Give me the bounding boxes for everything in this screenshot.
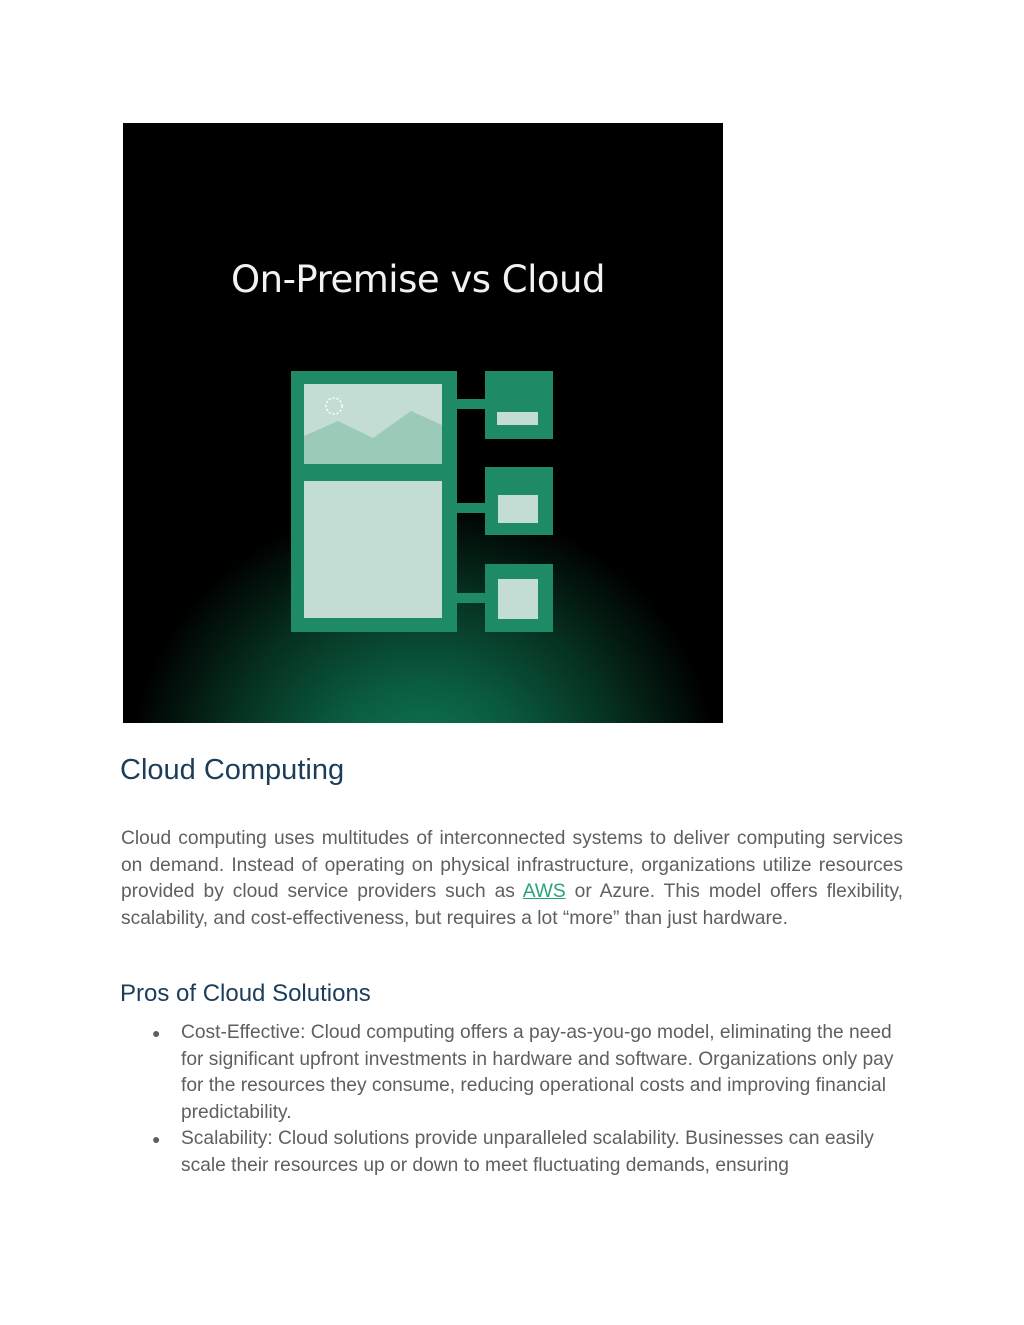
intro-paragraph: [121, 826, 903, 932]
dashboard-layout-icon: [123, 123, 723, 723]
aws-link[interactable]: AWS: [522, 881, 566, 902]
page-title: Cloud Computing: [120, 754, 345, 786]
bullet-icon: ●: [152, 1025, 161, 1041]
hero-title: On-Premise vs Cloud: [231, 258, 605, 301]
section-title-pros: Pros of Cloud Solutions: [120, 980, 371, 1007]
pros-list: [150, 1020, 910, 1179]
intro-text-before-link: Cloud computing uses multitudes of interconnected systems to deliver computing services on demand. Instead of operating on physical infrastructure, organizations utilize resources provided by cloud service providers such as: [121, 828, 903, 902]
list-item: [150, 1020, 910, 1126]
list-item-text: Scalability: Cloud solutions provide unparalleled scalability. Businesses can easily scale their resources up or down to meet fluctuating demands, ensuring: [181, 1128, 874, 1176]
list-item-text: Cost-Effective: Cloud computing offers a pay-as-you-go model, eliminating the need for significant upfront investments in hardware and software. Organizations only pay for the resources they consume, reducing operational costs and improving financial predictability.: [181, 1022, 894, 1123]
hero-image: [123, 123, 723, 723]
intro-text-after-link: or Azure. This model offers flexibility, scalability, and cost-effectiveness, but requires a lot “more” than just hardware.: [121, 881, 904, 929]
list-item: [150, 1126, 910, 1179]
bullet-icon: ●: [152, 1131, 161, 1147]
